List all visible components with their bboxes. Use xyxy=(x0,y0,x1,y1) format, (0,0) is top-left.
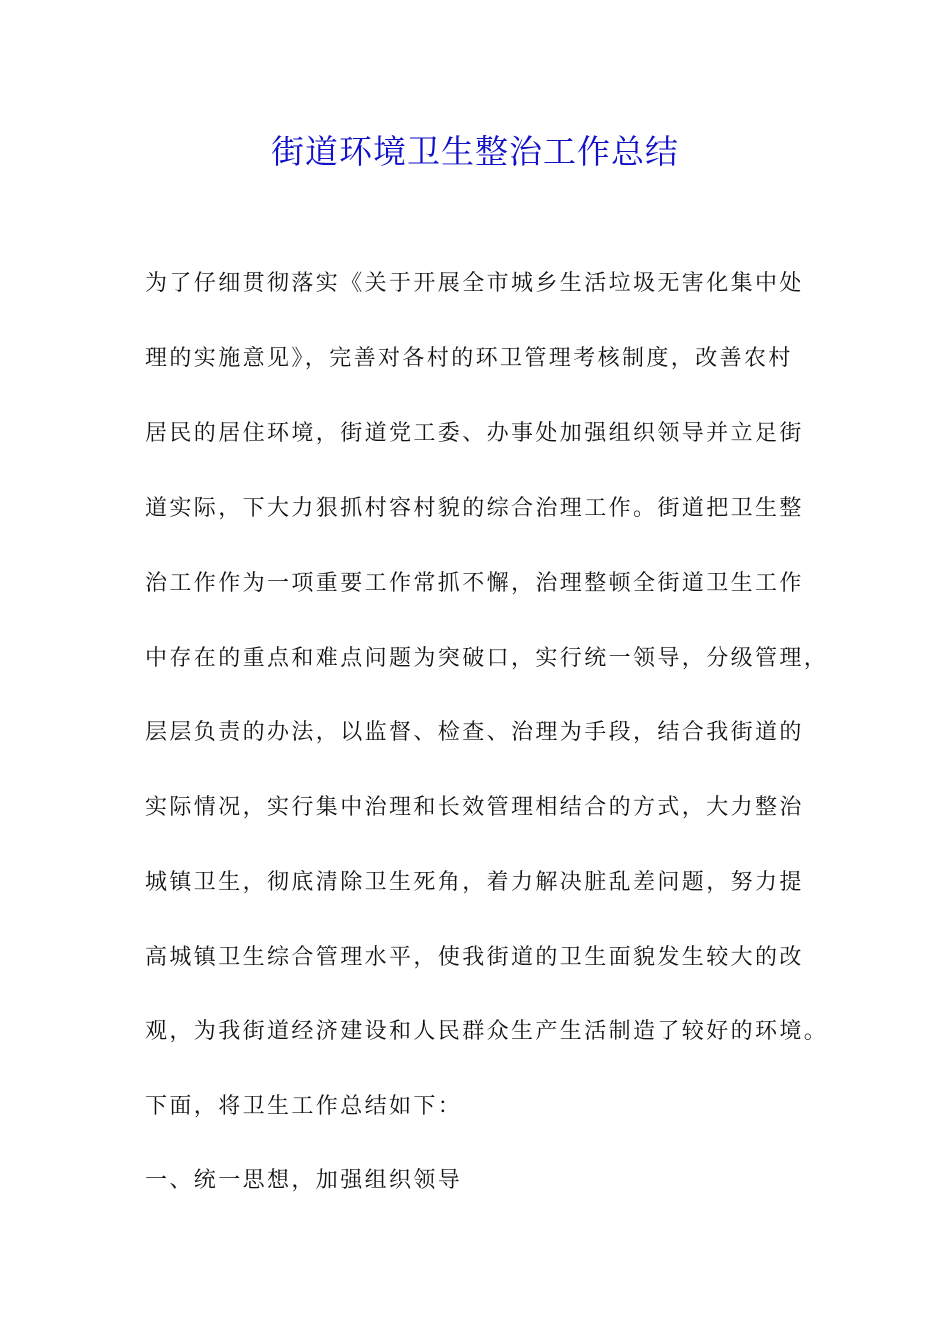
paragraph-line: 实际情况，实行集中治理和长效管理相结合的方式，大力整治 xyxy=(145,795,804,820)
paragraph-line: 为了仔细贯彻落实《关于开展全市城乡生活垃圾无害化集中处 xyxy=(145,271,804,296)
paragraph-line: 下面，将卫生工作总结如下： xyxy=(145,1094,463,1119)
section-heading: 一、统一思想，加强组织领导 xyxy=(145,1168,463,1193)
document-title: 街道环境卫生整治工作总结 xyxy=(271,132,679,171)
paragraph-line: 道实际，下大力狠抓村容村貌的综合治理工作。街道把卫生整 xyxy=(145,496,804,521)
paragraph-line: 城镇卫生，彻底清除卫生死角，着力解决脏乱差问题，努力提 xyxy=(145,870,804,895)
paragraph-line: 居民的居住环境，街道党工委、办事处加强组织领导并立足街 xyxy=(145,421,804,446)
paragraph-line: 理的实施意见》，完善对各村的环卫管理考核制度，改善农村 xyxy=(145,346,793,371)
paragraph-line: 高城镇卫生综合管理水平，使我街道的卫生面貌发生较大的改 xyxy=(145,945,804,970)
paragraph-line: 观，为我街道经济建设和人民群众生产生活制造了较好的环境。 xyxy=(145,1019,829,1044)
paragraph-line: 层层负责的办法，以监督、检查、治理为手段，结合我街道的 xyxy=(145,720,804,745)
paragraph-line: 治工作作为一项重要工作常抓不懈，治理整顿全街道卫生工作 xyxy=(145,571,804,596)
paragraph-line: 中存在的重点和难点问题为突破口，实行统一领导，分级管理， xyxy=(145,646,829,671)
